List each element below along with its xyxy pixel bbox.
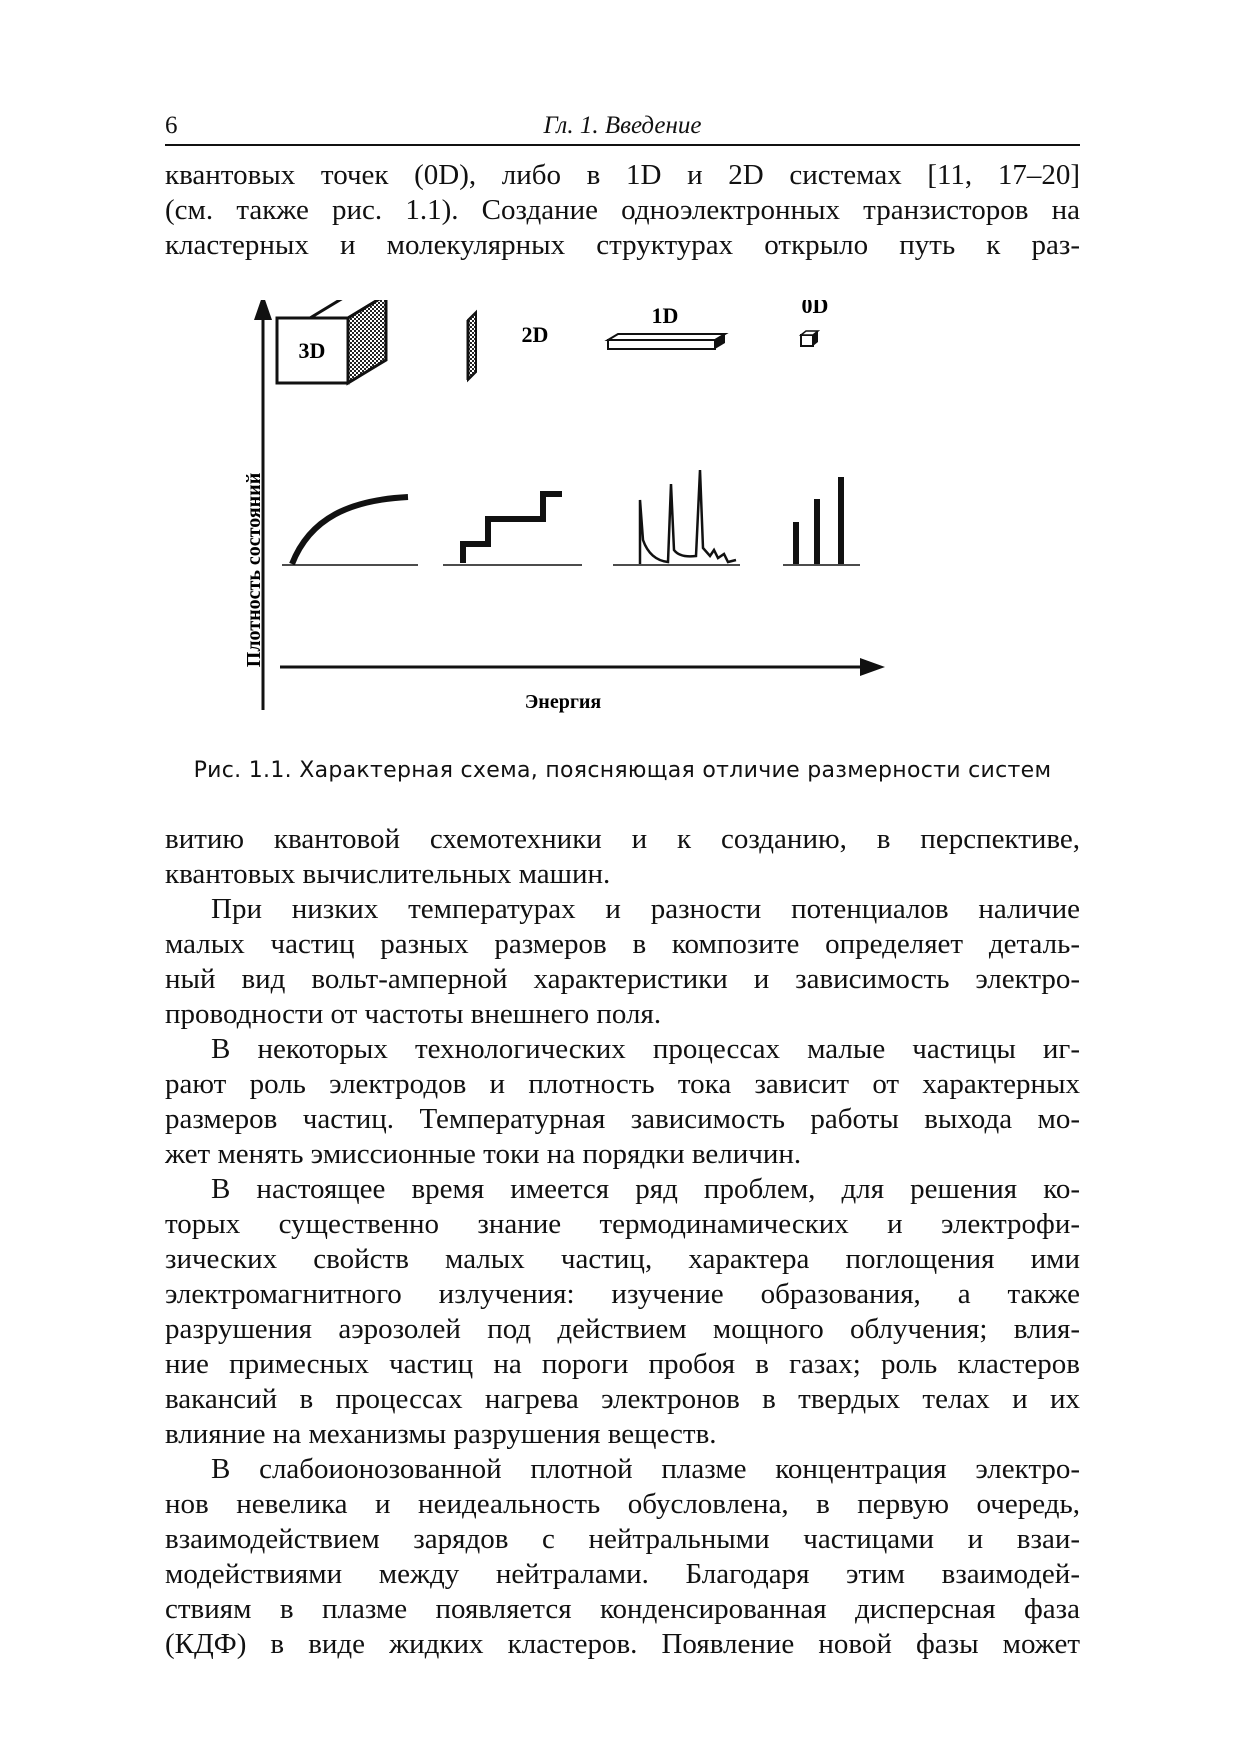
text-line: витию квантовой схемотехники и к созданию, в перспективе, [165,823,1080,855]
text-line: торых существенно знание термодинамических и электрофи- [165,1208,1080,1240]
dot-0d-icon [801,300,828,346]
text-line: В настоящее время имеется ряд проблем, для решения ко- [211,1173,1080,1205]
text-line: влияние на механизмы разрушения веществ. [165,1418,717,1450]
text-line: размеров частиц. Температурная зависимость работы выхода мо- [165,1103,1080,1135]
y-axis-arrow [254,300,272,320]
label-2d: 2D [521,322,549,347]
text-line: вакансий в процессах нагрева электронов в твердых телах и их [165,1383,1080,1415]
dos-0d-bars [783,477,860,565]
text-line: квантовых точек (0D), либо в 1D и 2D системах [11, 17–20] [165,159,1080,191]
text-line: рают роль электродов и плотность тока зависит от характерных [165,1068,1080,1100]
figure-caption: Рис. 1.1. Характерная схема, поясняющая отличие размерности систем [193,758,1052,783]
x-axis-arrow [860,658,885,676]
cube-3d-icon [277,300,386,383]
running-header [165,110,1080,146]
paragraph [165,822,1080,892]
plate-2d-icon [468,312,548,380]
text-line: ствиям в плазме появляется конденсированная дисперсная фаза [165,1593,1080,1625]
y-axis-label: Плотность состояний [243,472,265,668]
paragraph [165,1032,1080,1172]
label-3d: 3D [298,338,326,363]
text-line: жет менять эмиссионные токи на порядки величин. [165,1138,802,1170]
running-title: Гл. 1. Введение [543,112,702,139]
text-line: ный вид вольт-амперной характеристики и зависимость электро- [165,963,1080,995]
paragraph [165,1452,1080,1662]
text-line: В слабоионозованной плотной плазме концентрация электро- [211,1453,1080,1485]
x-axis-label: Энергия [524,691,602,713]
dos-1d-peaks [613,470,740,565]
label-0d: 0D [801,300,829,318]
dos-2d-steps [443,494,582,565]
text-line: зических свойств малых частиц, характера поглощения ими [165,1243,1080,1275]
figure-diagram [240,300,1000,730]
text-line: взаимодействием зарядов с нейтральными частицами и взаи- [165,1523,1080,1555]
text-line: проводности от частоты внешнего поля. [165,998,662,1030]
text-line: электромагнитного излучения: изучение образования, а также [165,1278,1080,1310]
text-line: модействиями между нейтралами. Благодаря этим взаимодей- [165,1558,1080,1590]
page-number: 6 [165,112,178,139]
paragraph [165,892,1080,1032]
text-line: ние примесных частиц на пороги пробоя в газах; роль кластеров [165,1348,1080,1380]
text-line: разрушения аэрозолей под действием мощного облучения; влия- [165,1313,1080,1345]
text-line: В некоторых технологических процессах малые частицы иг- [211,1033,1080,1065]
figure-dimensionality [240,300,1000,730]
text-line: малых частиц разных размеров в композите определяет деталь- [165,928,1080,960]
text-line: кластерных и молекулярных структурах открыло путь к раз- [165,229,1080,261]
paragraph-top [165,158,1080,263]
label-1d: 1D [651,303,679,328]
paragraph [165,1172,1080,1452]
text-line: При низких температурах и разности потенциалов наличие [211,893,1080,925]
text-line: (см. также рис. 1.1). Создание одноэлектронных транзисторов на [165,194,1080,226]
text-line: квантовых вычислительных машин. [165,858,611,890]
text-line: нов невелика и неидеальность обусловлена, в первую очередь, [165,1488,1080,1520]
dos-3d-curve [282,497,418,565]
text-line: (КДФ) в виде жидких кластеров. Появление новой фазы может [165,1628,1080,1660]
rod-1d-icon [608,303,725,349]
